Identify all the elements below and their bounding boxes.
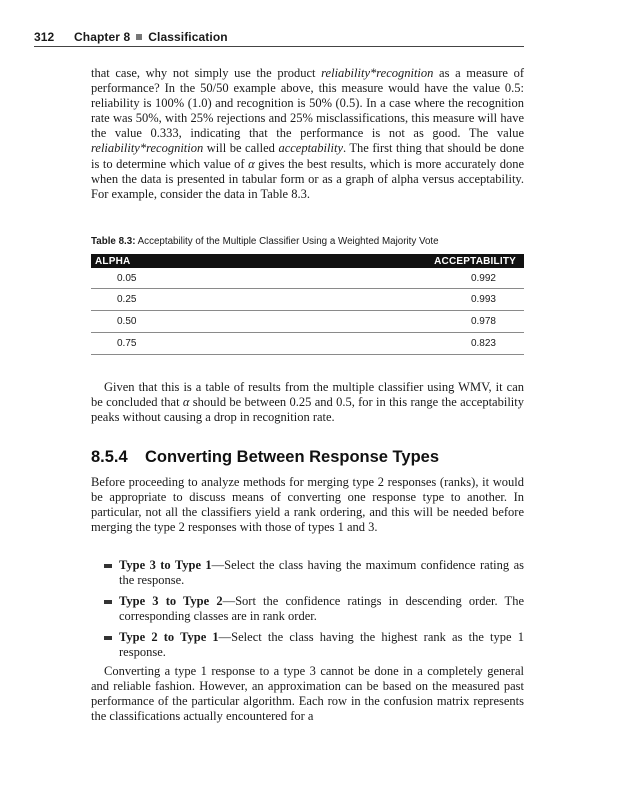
page-number: 312 [34, 30, 55, 44]
cell-alpha: 0.50 [91, 311, 248, 333]
alpha-symbol: α [248, 156, 255, 171]
separator-square-icon [136, 34, 142, 40]
paragraph-wmv-conclusion [91, 380, 524, 425]
cell-acceptability: 0.823 [248, 333, 524, 355]
bullet-text: —Select the class having the maximum confidence rating as the response. [119, 558, 524, 588]
cell-acceptability: 0.992 [248, 268, 524, 289]
cell-alpha: 0.05 [91, 268, 248, 289]
paragraph-converting-intro [91, 475, 524, 535]
bullet-lead: Type 2 to Type 1 [119, 630, 219, 645]
section-number: 8.5.4 [91, 448, 128, 466]
table-label: Table 8.3: [91, 236, 136, 247]
bullet-list [104, 558, 524, 667]
bullet-dash-icon [104, 564, 112, 568]
chapter-title: Classification [148, 30, 228, 44]
table-row [91, 268, 524, 289]
paragraph-text: Converting a type 1 response to a type 3 cannot be done in a completely general and reliable fashion. However, an approximation can be based on the measured past performance of the particular algorithm. Each row in the confusion matrix represents the classifications actually encountered for a [91, 664, 524, 724]
running-head [34, 30, 524, 44]
paragraph-acceptability [91, 66, 524, 202]
table-row [91, 311, 524, 333]
bullet-lead: Type 3 to Type 1 [119, 558, 212, 572]
cell-alpha: 0.75 [91, 333, 248, 355]
table-row [91, 289, 524, 311]
bullet-lead: Type 3 to Type 2 [119, 594, 223, 609]
acceptability-table [91, 254, 524, 355]
chapter-label: Chapter 8 [74, 30, 131, 44]
table-caption [91, 236, 524, 247]
list-item [104, 630, 524, 660]
bullet-dash-icon [104, 600, 112, 604]
text-run: gives the best results, which is more accurately done when the data is presented in tabular form or as a graph of alpha versus acceptability. For example, consider the data in Table 8.3. [91, 156, 524, 201]
bullet-text: —Sort the confidence ratings in descending order. The corresponding classes are in rank order. [119, 594, 524, 624]
text-run: should be between 0.25 and 0.5, for in this range the acceptability peaks without causing a drop in recognition rate. [91, 395, 524, 425]
section-heading [91, 448, 439, 467]
section-title: Converting Between Response Types [145, 448, 440, 466]
list-item [104, 558, 524, 588]
header-rule [34, 46, 524, 47]
text-run: will be called [203, 141, 279, 156]
text-run: Given that this is a table of results from the multiple classifier using WMV, it can be concluded that [91, 380, 524, 410]
italic-term: acceptability [278, 141, 343, 156]
table-row [91, 333, 524, 355]
text-run: . The first thing that should be done is to determine which value of [91, 141, 525, 171]
table-caption-text: Acceptability of the Multiple Classifier Using a Weighted Majority Vote [135, 236, 439, 247]
column-header-acceptability: ACCEPTABILITY [248, 254, 524, 268]
table-header-row [91, 254, 524, 268]
italic-term: reliability*recognition [321, 66, 434, 80]
bullet-dash-icon [104, 636, 112, 640]
text-run: as a measure of performance? In the 50/50 example above, this measure would have the value 0.5: reliability is 100% (1.0) and recognition is 50% (0.5). In a case where the recognition rate was 50%, with 25% rejections and 25% misclassifications, this measure will have the value 0.333, indicating that the performance is not as good. The value [91, 66, 524, 141]
italic-term: reliability*recognition [91, 141, 204, 156]
cell-alpha: 0.25 [91, 289, 248, 311]
paragraph-text: Before proceeding to analyze methods for merging type 2 responses (ranks), it would be appropriate to discuss means of converting one response type to another. In particular, not all the classifiers yield a rank ordering, and this will be needed before merging the type 2 responses with those of types 1 and 3. [91, 475, 524, 535]
paragraph-type1-to-type3 [91, 664, 524, 724]
list-item [104, 594, 524, 624]
alpha-symbol: α [182, 395, 190, 410]
cell-acceptability: 0.978 [248, 311, 524, 333]
column-header-alpha: ALPHA [91, 254, 248, 268]
bullet-text: —Select the class having the highest rank as the type 1 response. [119, 630, 524, 660]
cell-acceptability: 0.993 [248, 289, 524, 311]
text-run: that case, why not simply use the product [91, 66, 322, 80]
